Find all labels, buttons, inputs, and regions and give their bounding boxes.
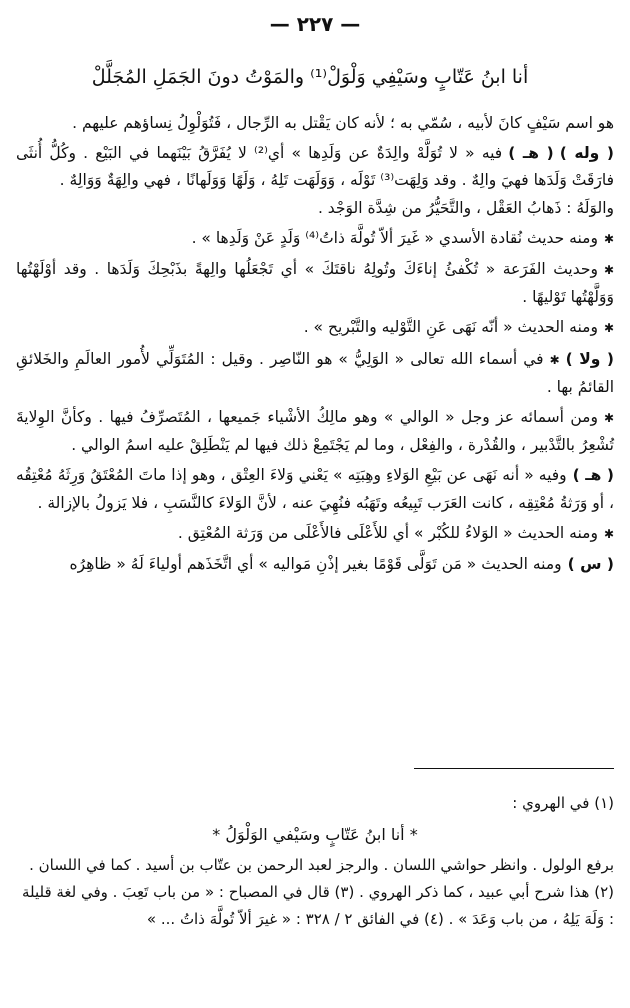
paragraph-7: ✱ومن أسمائه عز وجل « الوالي » وهو مالِكُ الأشْياء جَميعها ، المُتَصرِّفُ فيها . وكأنَّ الوِلايةَ تُشْعِرُ بالتَّدْبير ، والقُدْرة ، والفِعْل ، وما لم يَجْتَمِعْ ذلك فيها لم يَنْطَلِقْ عليه اسمُ الوالي . xyxy=(16,404,614,459)
source-marker: ( هـ ) xyxy=(572,466,614,485)
asterisk-icon: ✱ xyxy=(549,352,560,367)
paragraph-0: هو اسم سَيْفٍ كانَ لأبيه ، سُمّي به ؛ لأنه كان يَقْتل به الرِّجال ، فَتُوَلْوِلُ نِساؤهم عليهم . xyxy=(72,114,614,132)
paragraph-10: ( س )ومنه الحديث « مَن تَوَلَّى قَوْمًا بغير إذْنِ مَواليه » أي اتَّخَذَهم أولياءَ لَهُ « ظاهِرُه xyxy=(69,555,614,574)
paragraph-5: ✱ومنه الحديث « أنّه نَهَى عَنِ التَّوْليه والتَّبْريح » . xyxy=(16,314,614,342)
paragraph-1: ( وله )( هـ )فيه « لا تُوَلَّهْ والِدَةٌ عن وَلَدِها » أي⁽²⁾ لا يُفَرَّقُ بَيْنَهما في البَيْع . وكُلُّ أُنثَى فارَقَتْ وَلَدَها فهيَ والِهٌ . وقد وَلِهَت⁽³⁾ تَوْلَه ، وَوَلَهَت تَلِهُ ، وَلَهًا وَوَلَهانًا ، فهي والِهَةٌ وَوَالِهٌ . xyxy=(16,144,614,190)
source-marker: ( هـ ) xyxy=(508,144,554,163)
paragraph-9: ✱ومنه الحديث « الوَلاءُ للكُبْر » أي للأَعْلَى فالأَعْلَى من وَرَثة المُعْتِق . xyxy=(16,520,614,548)
page-number: — ٢٢٧ — xyxy=(269,12,361,36)
asterisk-icon: ✱ xyxy=(603,411,614,426)
asterisk-icon: ✱ xyxy=(603,231,614,246)
opening-verse: أنا ابنُ عَتّابٍ وسَيْفِي وَلْوَلْ⁽¹⁾ والمَوْتُ دونَ الجَمَلِ المُجَلَّلْ xyxy=(91,66,529,88)
footnote-divider xyxy=(414,768,614,769)
paragraph-6: ( ولا )✱في أسماء الله تعالى « الوَلِيُّ » هو النّاصِر . وقيل : المُتَوَلِّي لأُمور العالَمِ والخَلائقِ القائمُ بها . xyxy=(16,346,614,401)
paragraph-3: ✱ومنه حديث نُقادة الأسدي « غَيرَ ألاّ تُولَّهَ ذاتُ⁽⁴⁾ وَلَدٍ عَنْ وَلَدِها » . xyxy=(16,225,614,253)
footnote-2-4: (٢) هذا شرح أبي عبيد ، كما ذكر الهروي . (٣) قال في المصباح : « من باب تَعِبَ . وفي لغة قليلة : وَلَهَ يَلِهُ ، من باب وَعَدَ » . (٤) في الفائق ٢ / ٣٢٨ : « غيرَ ألاّ تُولَّهَ ذاتُ ... » xyxy=(21,883,614,928)
root-heading: ( ولا ) xyxy=(565,349,614,368)
footnotes xyxy=(16,790,614,933)
footnote-1-text: برفع الولول . وانظر حواشي اللسان . والرجز لعبد الرحمن بن عتّاب بن أسيد . كما في اللسان . xyxy=(29,856,614,874)
footnote-1-head: (١) في الهروي : xyxy=(512,794,614,812)
source-marker: ( س ) xyxy=(567,555,614,574)
asterisk-icon: ✱ xyxy=(603,526,614,541)
asterisk-icon: ✱ xyxy=(603,263,614,278)
main-text xyxy=(16,110,614,578)
paragraph-8: ( هـ )وفيه « أنه نَهَى عن بَيْعِ الوَلاءِ وهِبَتِه » يَعْني وَلاءَ العِتْق ، وهو إذا ماتَ المُعْتَقُ وَرِثَهُ مُعْتِقُه ، أو وَرَثةُ مُعْتِقِه ، كانت العَرَب تَبِيعُه وتَهَبُه فنُهِيَ عنه ، لأنَّ الوَلاءَ كالنَّسَبِ ، فلا يَزولُ بالإزالة . xyxy=(16,466,614,512)
paragraph-2: والوَلَهُ : ذَهابُ العَقْل ، والتَّحَيُّرُ من شِدَّة الوَجْد . xyxy=(317,198,614,217)
paragraph-4: ✱وحديث الفَرَعة « تُكْفئُ إناءَكَ وتُولِهُ ناقتَكَ » أي تَجْعَلُها والِهةً بذَبْحِكَ وَلَدَها . وقد أوْلَهْتُها وَوَلَّهْتُها تَوْليهًا . xyxy=(16,256,614,311)
asterisk-icon: ✱ xyxy=(603,321,614,336)
root-heading: ( وله ) xyxy=(559,144,614,163)
footnote-1-verse: * أنا ابنُ عَتّابٍ وسَيْفي الوَلْوَلُ * xyxy=(212,825,418,844)
